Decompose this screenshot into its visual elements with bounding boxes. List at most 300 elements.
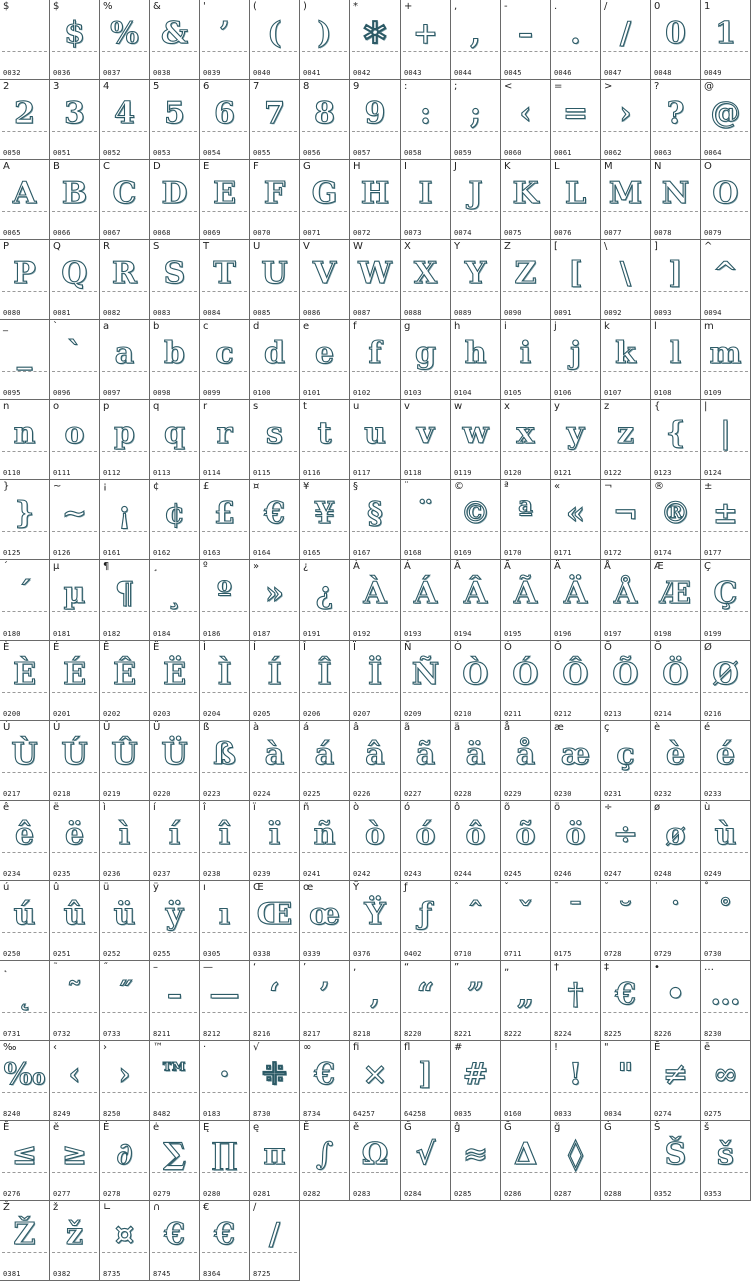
glyph-sample: I <box>418 176 433 211</box>
char-label: L <box>554 161 560 172</box>
char-code: 0381 <box>3 1270 21 1278</box>
char-label: Ø <box>704 642 712 653</box>
glyph-sample: ‹ <box>519 96 532 131</box>
char-label: ï <box>253 802 256 813</box>
char-code: 0118 <box>404 469 422 477</box>
glyph-cell <box>451 240 501 320</box>
char-code: 8224 <box>554 1030 572 1038</box>
glyph-cell <box>150 80 200 160</box>
char-label: å <box>504 722 511 733</box>
glyph-sample: ◊ <box>568 1137 583 1172</box>
char-code: 0043 <box>404 69 422 77</box>
glyph-cell <box>50 1201 100 1281</box>
char-label: h <box>454 321 461 332</box>
glyph-sample: £ <box>214 496 235 531</box>
glyph-sample: ˇ <box>518 897 533 932</box>
char-label: X <box>404 241 411 252</box>
char-label: B <box>53 161 60 172</box>
glyph-sample: ÿ <box>165 897 184 932</box>
glyph-sample: ê <box>14 817 35 852</box>
glyph-cell <box>501 881 551 961</box>
char-code: 0092 <box>604 309 622 317</box>
char-code: 0196 <box>554 630 572 638</box>
glyph-sample: À <box>363 576 387 611</box>
char-label: E <box>203 161 210 172</box>
char-label: O <box>704 161 712 172</box>
glyph-sample: Ö <box>662 657 689 692</box>
glyph-cell <box>651 801 701 881</box>
char-label: É <box>53 642 60 653</box>
char-label: ∞ <box>303 1042 312 1053</box>
glyph-cell <box>451 1041 501 1121</box>
char-code: 0218 <box>53 790 71 798</box>
glyph-sample: ž <box>65 1217 84 1252</box>
char-code: 0236 <box>103 870 121 878</box>
char-label: 5 <box>153 81 160 92</box>
char-label: « <box>554 481 561 492</box>
char-label: ĕ <box>53 1122 60 1133</box>
glyph-cell <box>150 160 200 240</box>
char-label: I <box>404 161 407 172</box>
char-code: 8222 <box>504 1030 522 1038</box>
char-code: 8226 <box>654 1030 672 1038</box>
char-label: o <box>53 401 60 412</box>
glyph-cell <box>200 320 250 400</box>
glyph-cell <box>451 961 501 1041</box>
glyph-sample: · <box>219 1057 230 1092</box>
char-code: 0244 <box>454 870 472 878</box>
glyph-sample: Ê <box>113 657 136 692</box>
char-code: 0121 <box>554 469 572 477</box>
glyph-sample: C <box>112 176 137 211</box>
glyph-sample: L <box>564 176 587 211</box>
char-code: 0167 <box>353 549 371 557</box>
glyph-cell <box>250 0 300 80</box>
char-code: 0122 <box>604 469 622 477</box>
char-code: 0099 <box>203 389 221 397</box>
char-code: 0177 <box>704 549 722 557</box>
glyph-sample: 7 <box>264 96 285 131</box>
glyph-cell <box>0 320 50 400</box>
glyph-sample: R <box>112 256 137 291</box>
char-code: 0252 <box>103 950 121 958</box>
glyph-sample: z <box>616 416 635 451</box>
char-code: 0038 <box>153 69 171 77</box>
char-label: ¢ <box>153 481 160 492</box>
glyph-sample: ƒ <box>419 897 432 932</box>
char-code: 0039 <box>203 69 221 77</box>
glyph-cell <box>200 1041 250 1121</box>
glyph-cell <box>150 0 200 80</box>
char-code: 0161 <box>103 549 121 557</box>
char-code: 0113 <box>153 469 171 477</box>
glyph-cell <box>501 240 551 320</box>
glyph-sample: ✲ <box>362 16 388 51</box>
glyph-cell <box>601 240 651 320</box>
glyph-cell <box>50 641 100 721</box>
glyph-sample: p <box>114 416 135 451</box>
glyph-sample: € <box>214 1217 235 1252</box>
glyph-sample: k <box>615 336 636 371</box>
glyph-cell <box>501 320 551 400</box>
char-label: Q <box>53 241 61 252</box>
char-label: Ì <box>203 642 206 653</box>
glyph-sample: o <box>64 416 85 451</box>
char-label: H <box>353 161 361 172</box>
glyph-cell <box>0 1121 50 1201</box>
char-label: < <box>504 81 513 92</box>
glyph-sample: K <box>512 176 539 211</box>
char-label: T <box>203 241 210 252</box>
glyph-sample: ˘ <box>618 897 633 932</box>
glyph-sample: º <box>217 576 232 611</box>
char-code: 0058 <box>404 149 422 157</box>
glyph-cell <box>200 160 250 240</box>
char-code: 0229 <box>504 790 522 798</box>
glyph-sample: ∑ <box>163 1137 186 1172</box>
glyph-sample: î <box>218 817 231 852</box>
glyph-cell <box>300 160 350 240</box>
char-code: 0037 <box>103 69 121 77</box>
char-code: 0091 <box>554 309 572 317</box>
char-label: ± <box>704 481 713 492</box>
char-code: 0116 <box>303 469 321 477</box>
char-code: 0197 <box>604 630 622 638</box>
char-code: 0281 <box>253 1190 271 1198</box>
glyph-sample: P <box>13 256 36 291</box>
glyph-cell <box>250 80 300 160</box>
glyph-sample: õ <box>515 817 536 852</box>
glyph-cell <box>551 961 601 1041</box>
glyph-cell <box>150 881 200 961</box>
char-code: 0207 <box>353 710 371 718</box>
char-label: q <box>153 401 160 412</box>
glyph-cell <box>350 80 401 160</box>
char-code: 0280 <box>203 1190 221 1198</box>
glyph-cell <box>651 721 701 801</box>
char-code: 0195 <box>504 630 522 638</box>
glyph-sample: ã <box>415 737 436 772</box>
char-label: P <box>3 241 10 252</box>
char-label: $ <box>53 1 60 12</box>
glyph-cell <box>501 160 551 240</box>
glyph-sample: X <box>413 256 438 291</box>
glyph-cell <box>701 480 751 560</box>
glyph-sample: M <box>608 176 643 211</box>
glyph-cell <box>701 560 751 641</box>
char-code: 0732 <box>53 1030 71 1038</box>
char-label: › <box>103 1042 107 1053</box>
glyph-cell <box>50 0 100 80</box>
glyph-sample: “ <box>416 977 435 1012</box>
glyph-cell <box>651 961 701 1041</box>
glyph-cell <box>300 721 350 801</box>
glyph-sample: F <box>263 176 286 211</box>
glyph-cell <box>451 1121 501 1201</box>
glyph-cell <box>200 560 250 641</box>
glyph-cell <box>100 961 150 1041</box>
glyph-sample: ò <box>364 817 385 852</box>
glyph-cell <box>601 560 651 641</box>
char-label: ¯ <box>554 882 559 893</box>
glyph-sample: n <box>13 416 36 451</box>
char-label: ' <box>203 1 206 12</box>
glyph-cell <box>401 1041 451 1121</box>
glyph-sample: . <box>570 16 581 51</box>
char-code: 0071 <box>303 229 321 237</box>
glyph-sample: ¢ <box>164 496 185 531</box>
glyph-cell <box>200 1201 250 1281</box>
glyph-sample: • <box>665 977 686 1012</box>
glyph-sample: @ <box>710 96 741 131</box>
glyph-sample: { <box>665 416 686 451</box>
char-label: ğ <box>554 1122 561 1133</box>
glyph-cell <box>501 1041 551 1121</box>
glyph-cell <box>50 1041 100 1121</box>
char-code: 8221 <box>454 1030 472 1038</box>
char-code: 0108 <box>654 389 672 397</box>
glyph-cell <box>250 320 300 400</box>
char-label: Æ <box>654 561 664 572</box>
glyph-cell <box>551 1041 601 1121</box>
char-label: ^ <box>704 241 713 252</box>
char-code: 8735 <box>103 1270 121 1278</box>
char-code: 0249 <box>704 870 722 878</box>
glyph-cell <box>350 801 401 881</box>
glyph-sample: ô <box>465 817 486 852</box>
glyph-sample: „ <box>516 977 535 1012</box>
char-label: ´ <box>3 561 8 572</box>
glyph-cell <box>401 160 451 240</box>
glyph-cell <box>501 801 551 881</box>
glyph-cell <box>50 560 100 641</box>
glyph-cell <box>451 641 501 721</box>
char-label: - <box>504 1 508 12</box>
char-label: e <box>303 321 310 332</box>
glyph-sample: š <box>717 1137 734 1172</box>
char-code: 0230 <box>554 790 572 798</box>
glyph-cell <box>0 240 50 320</box>
glyph-sample: ˛ <box>17 977 32 1012</box>
glyph-sample: Ò <box>462 657 489 692</box>
char-label: … <box>704 962 714 973</box>
glyph-cell <box>100 0 150 80</box>
glyph-cell <box>0 721 50 801</box>
char-label: | <box>704 401 708 412</box>
glyph-cell <box>350 881 401 961</box>
char-label: — <box>203 962 213 973</box>
char-code: 0283 <box>353 1190 371 1198</box>
glyph-cell <box>451 160 501 240</box>
char-label: ö <box>554 802 561 813</box>
char-code: 0180 <box>3 630 21 638</box>
glyph-sample: Å <box>613 576 638 611</box>
glyph-sample: Û <box>111 737 138 772</box>
char-label: ; <box>454 81 458 92</box>
char-code: 8364 <box>203 1270 221 1278</box>
glyph-cell <box>50 240 100 320</box>
char-code: 0288 <box>604 1190 622 1198</box>
char-code: 0089 <box>454 309 472 317</box>
glyph-sample: 4 <box>114 96 135 131</box>
char-code: 0081 <box>53 309 71 317</box>
glyph-cell <box>100 641 150 721</box>
glyph-sample: w <box>462 416 489 451</box>
char-code: 0710 <box>454 950 472 958</box>
char-label: ė <box>153 1122 160 1133</box>
glyph-sample: # <box>462 1057 489 1092</box>
glyph-cell <box>401 801 451 881</box>
glyph-sample: ñ <box>313 817 336 852</box>
char-code: 0285 <box>454 1190 472 1198</box>
char-code: 0165 <box>303 549 321 557</box>
glyph-sample: ⁜ <box>261 1057 288 1092</box>
char-label: ƒ <box>404 882 408 893</box>
glyph-cell <box>0 1041 50 1121</box>
char-label: ‹ <box>53 1042 57 1053</box>
char-code: 0114 <box>203 469 221 477</box>
glyph-cell <box>451 721 501 801</box>
glyph-cell <box>300 1041 350 1121</box>
glyph-cell <box>100 240 150 320</box>
char-label: Ô <box>554 642 562 653</box>
char-code: 0080 <box>3 309 21 317</box>
glyph-sample: ‰ <box>3 1057 46 1092</box>
glyph-sample: ) <box>317 16 332 51</box>
glyph-sample: S <box>163 256 186 291</box>
char-label: w <box>454 401 463 412</box>
glyph-cell <box>250 1201 300 1281</box>
glyph-sample: › <box>619 96 632 131</box>
char-label: ˆ <box>454 882 459 893</box>
char-code: 8218 <box>353 1030 371 1038</box>
glyph-cell <box>200 400 250 480</box>
glyph-cell <box>0 80 50 160</box>
char-code: 0171 <box>554 549 572 557</box>
glyph-sample: G <box>311 176 338 211</box>
char-code: 0097 <box>103 389 121 397</box>
glyph-sample: ª <box>518 496 533 531</box>
char-label: 0 <box>654 1 661 12</box>
char-code: 0224 <box>253 790 271 798</box>
glyph-cell <box>50 400 100 480</box>
glyph-cell <box>701 721 751 801</box>
char-code: 0120 <box>504 469 522 477</box>
glyph-sample: Q <box>61 256 88 291</box>
glyph-cell <box>701 80 751 160</box>
char-code: 64258 <box>404 1110 427 1118</box>
glyph-sample: ü <box>113 897 136 932</box>
char-label: Ÿ <box>353 882 360 893</box>
glyph-cell <box>0 1201 50 1281</box>
glyph-cell <box>200 0 250 80</box>
glyph-sample: 8 <box>314 96 335 131</box>
char-label: ‡ <box>604 962 609 973</box>
glyph-sample: u <box>364 416 386 451</box>
char-code: 8745 <box>153 1270 171 1278</box>
char-label: ß <box>203 722 210 733</box>
char-code: 0110 <box>3 469 21 477</box>
char-label: M <box>604 161 613 172</box>
char-code: 0045 <box>504 69 522 77</box>
glyph-cell <box>401 641 451 721</box>
glyph-cell <box>50 881 100 961</box>
glyph-sample: Ä <box>563 576 588 611</box>
glyph-sample: a <box>114 336 135 371</box>
glyph-sample: ± <box>712 496 739 531</box>
char-code: 0082 <box>103 309 121 317</box>
glyph-cell <box>501 480 551 560</box>
glyph-sample: W <box>358 256 392 291</box>
glyph-sample: Y <box>464 256 487 291</box>
glyph-cell <box>150 721 200 801</box>
glyph-sample: Ÿ <box>364 897 386 932</box>
glyph-cell <box>350 1121 401 1201</box>
char-code: 0183 <box>203 1110 221 1118</box>
char-label: Œ <box>253 882 264 893</box>
glyph-sample: ∆ <box>514 1137 537 1172</box>
glyph-cell <box>701 881 751 961</box>
glyph-cell <box>701 0 751 80</box>
char-label: W <box>353 241 363 252</box>
char-label: V <box>303 241 310 252</box>
glyph-sample: Ë <box>163 657 186 692</box>
char-label: Ñ <box>404 642 412 653</box>
glyph-cell <box>651 160 701 240</box>
char-code: 0193 <box>404 630 422 638</box>
glyph-sample: c <box>215 336 234 371</box>
char-code: 0064 <box>704 149 722 157</box>
char-code: 0090 <box>504 309 522 317</box>
char-code: 0035 <box>454 1110 472 1118</box>
char-code: 0098 <box>153 389 171 397</box>
char-code: 0248 <box>654 870 672 878</box>
glyph-cell <box>701 961 751 1041</box>
char-code: 0202 <box>103 710 121 718</box>
glyph-cell <box>250 560 300 641</box>
char-label: b <box>153 321 160 332</box>
glyph-sample: ’ <box>319 977 330 1012</box>
glyph-cell <box>50 1121 100 1201</box>
char-code: 0238 <box>203 870 221 878</box>
char-label: “ <box>404 962 410 973</box>
glyph-sample: $ <box>64 16 85 51</box>
char-code: 8216 <box>253 1030 271 1038</box>
glyph-cell <box>451 801 501 881</box>
char-code: 0170 <box>504 549 522 557</box>
glyph-sample: Í <box>267 657 282 692</box>
char-label: „ <box>504 962 510 973</box>
glyph-cell <box>501 80 551 160</box>
glyph-cell <box>300 1121 350 1201</box>
char-code: 0059 <box>454 149 472 157</box>
glyph-cell <box>551 641 601 721</box>
glyph-cell <box>551 881 601 961</box>
char-label: ü <box>103 882 110 893</box>
glyph-sample: % <box>110 16 139 51</box>
glyph-sample: ” <box>466 977 485 1012</box>
glyph-sample: Ú <box>61 737 88 772</box>
char-code: 0182 <box>103 630 121 638</box>
char-label: ç <box>604 722 610 733</box>
char-label: õ <box>504 802 511 813</box>
glyph-cell <box>651 80 701 160</box>
glyph-sample: h <box>464 336 487 371</box>
glyph-cell <box>250 801 300 881</box>
glyph-sample: q <box>164 416 185 451</box>
char-code: 0174 <box>654 549 672 557</box>
char-code: 0050 <box>3 149 21 157</box>
